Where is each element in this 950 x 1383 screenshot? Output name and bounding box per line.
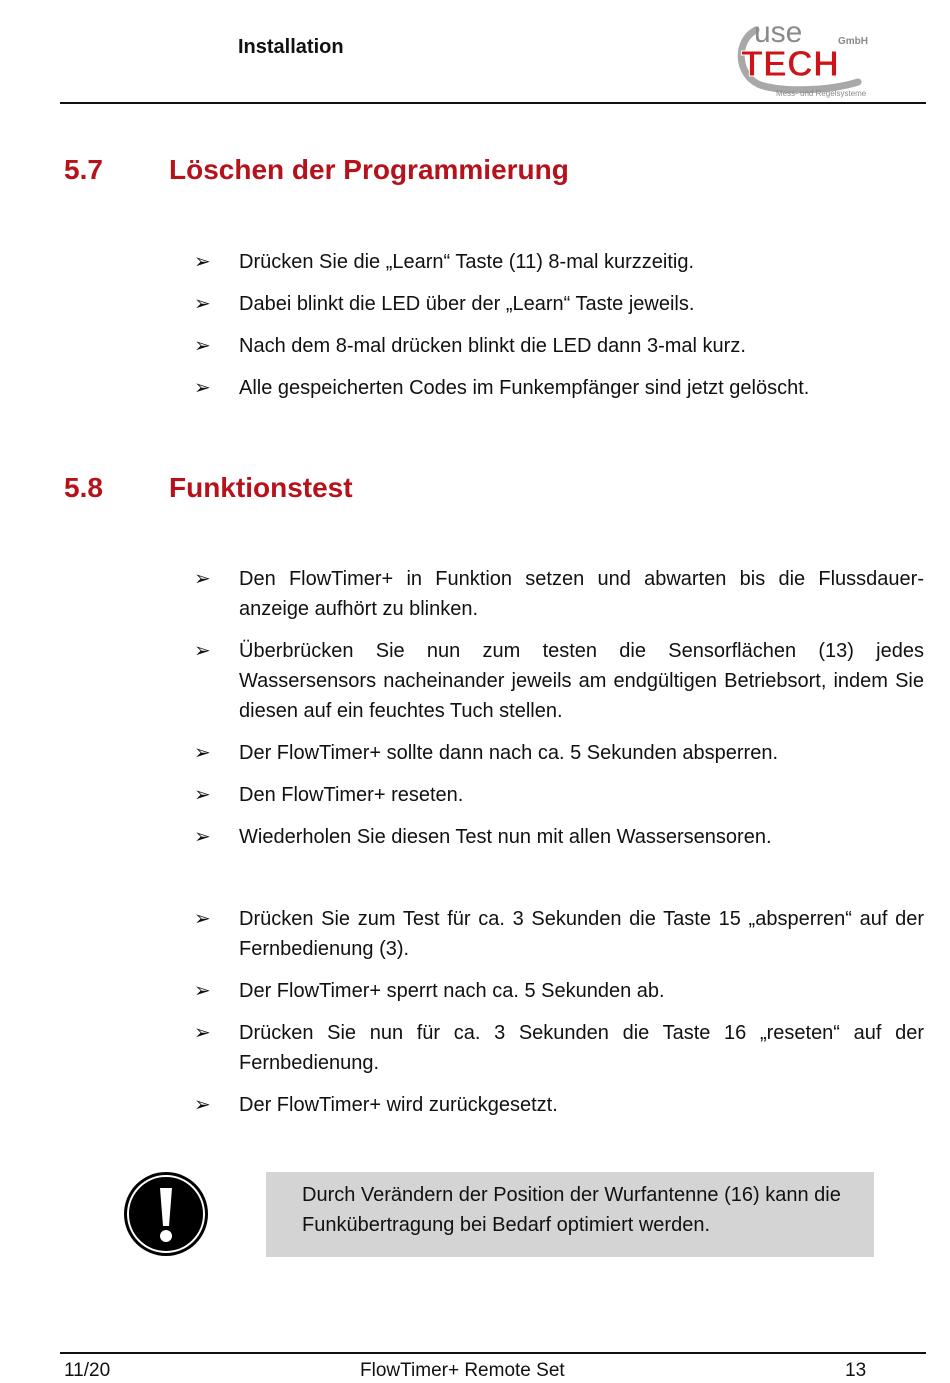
list-item: ➢ Der FlowTimer+ sollte dann nach ca. 5 Sekunden absperren. xyxy=(194,738,924,768)
footer-rule xyxy=(60,1352,926,1354)
bullet-list-5-7 xyxy=(194,247,924,415)
list-item: ➢ Alle gespeicherten Codes im Funkempfänger sind jetzt gelöscht. xyxy=(194,373,924,403)
usetech-logo xyxy=(736,18,876,100)
list-item: ➢ Den FlowTimer+ reseten. xyxy=(194,780,924,810)
arrow-bullet-icon: ➢ xyxy=(194,980,211,1002)
bullet-list-5-8-remote xyxy=(194,904,924,1132)
footer-date: 11/20 xyxy=(64,1360,111,1381)
arrow-bullet-icon: ➢ xyxy=(194,335,211,357)
list-item: ➢ Drücken Sie zum Test für ca. 3 Sekunden die Taste 15 „absperren“ auf der Fernbedienung (3). xyxy=(194,904,924,964)
header-rule xyxy=(60,102,926,104)
list-item: ➢ Der FlowTimer+ sperrt nach ca. 5 Sekunden ab. xyxy=(194,976,924,1006)
section-number: 5.7 xyxy=(64,154,103,185)
list-item: ➢ Überbrücken Sie nun zum testen die Sensorflächen (13) jedes Wassersensors nacheinander jeweils am endgültigen Betriebsort, indem Sie diesen auf ein feuchtes Tuch stellen. xyxy=(194,636,924,726)
section-title: Funktionstest xyxy=(169,472,353,503)
list-item: ➢ Wiederholen Sie diesen Test nun mit allen Wassersensoren. xyxy=(194,822,924,852)
logo-gmbh-text: GmbH xyxy=(838,36,868,47)
note-box: Durch Verändern der Position der Wurfantenne (16) kann die Funkübertragung bei Bedarf optimiert werden. xyxy=(266,1172,874,1257)
arrow-bullet-icon: ➢ xyxy=(194,1022,211,1044)
bullet-list-5-8 xyxy=(194,564,924,864)
logo-tagline: Mess- und Regelsysteme xyxy=(776,89,867,98)
footer-product: FlowTimer+ Remote Set xyxy=(360,1360,565,1381)
arrow-bullet-icon: ➢ xyxy=(194,908,211,930)
list-item: ➢ Den FlowTimer+ in Funktion setzen und abwarten bis die Flussdauer-anzeige aufhört zu blinken. xyxy=(194,564,924,624)
list-item: ➢ Drücken Sie nun für ca. 3 Sekunden die Taste 16 „reseten“ auf der Fernbedienung. xyxy=(194,1018,924,1078)
arrow-bullet-icon: ➢ xyxy=(194,377,211,399)
arrow-bullet-icon: ➢ xyxy=(194,1094,211,1116)
arrow-bullet-icon: ➢ xyxy=(194,826,211,848)
footer-page-number: 13 xyxy=(845,1360,867,1381)
logo-use-text: use xyxy=(754,18,803,49)
page-header-title: Installation xyxy=(238,36,344,58)
arrow-bullet-icon: ➢ xyxy=(194,568,211,590)
arrow-bullet-icon: ➢ xyxy=(194,293,211,315)
arrow-bullet-icon: ➢ xyxy=(194,742,211,764)
arrow-bullet-icon: ➢ xyxy=(194,784,211,806)
list-item: ➢ Dabei blinkt die LED über der „Learn“ Taste jeweils. xyxy=(194,289,924,319)
list-item: ➢ Nach dem 8-mal drücken blinkt die LED dann 3-mal kurz. xyxy=(194,331,924,361)
exclamation-icon xyxy=(122,1170,210,1258)
list-item: ➢ Der FlowTimer+ wird zurückgesetzt. xyxy=(194,1090,924,1120)
list-item: ➢ Drücken Sie die „Learn“ Taste (11) 8-mal kurzzeitig. xyxy=(194,247,924,277)
section-number: 5.8 xyxy=(64,472,103,503)
section-title: Löschen der Programmierung xyxy=(169,154,569,185)
arrow-bullet-icon: ➢ xyxy=(194,640,211,662)
logo-tech-text: TECH xyxy=(741,43,839,84)
arrow-bullet-icon: ➢ xyxy=(194,251,211,273)
